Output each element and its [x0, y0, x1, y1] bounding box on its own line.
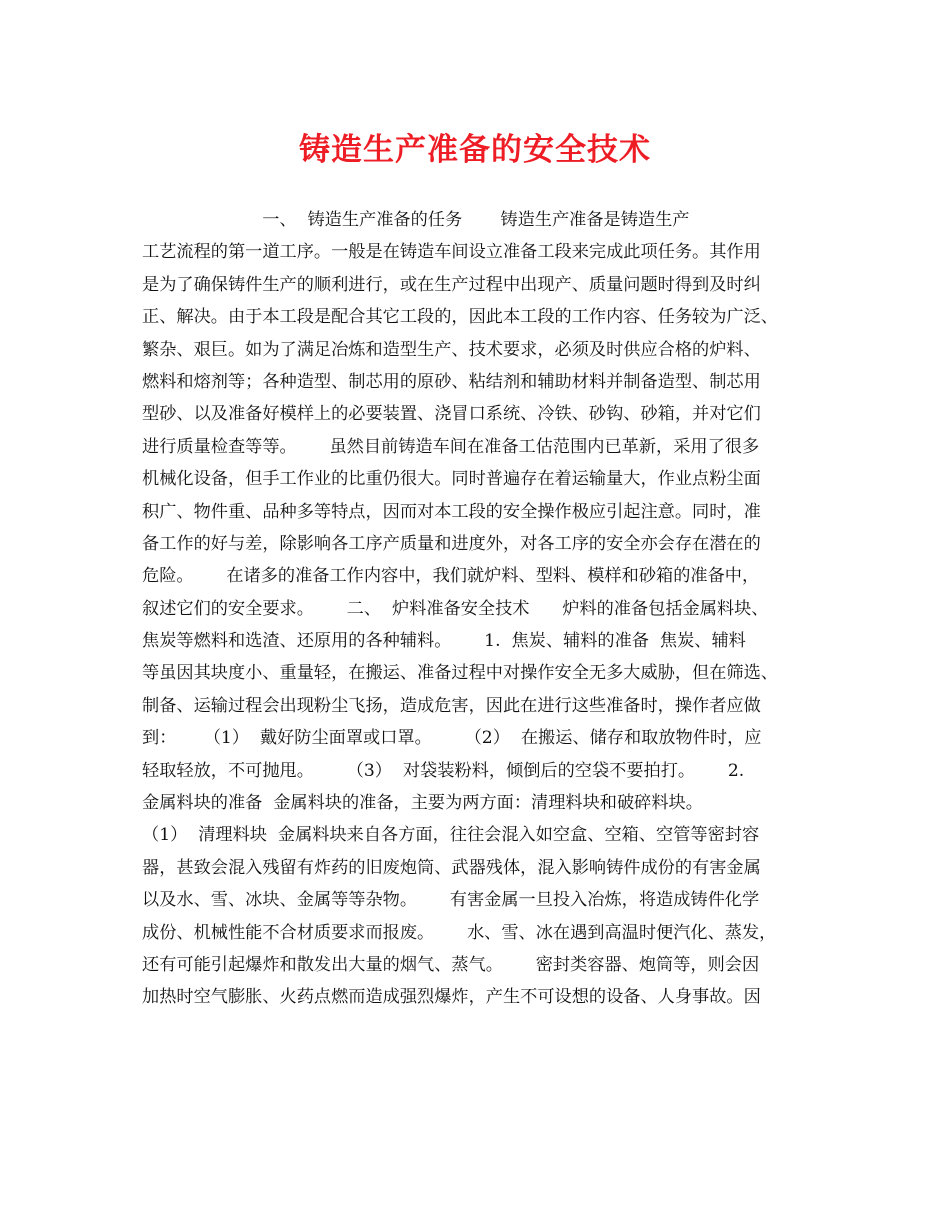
body-line: 叙述它们的安全要求。 二、 炉料准备安全技术 炉料的准备包括金属料块、 — [142, 598, 769, 619]
body-line: 进行质量检查等等。 虽然目前铸造车间在准备工估范围内已革新，采用了很多 — [142, 436, 760, 457]
body-line: 繁杂、艰巨。如为了满足冶炼和造型生产、技术要求，必须及时供应合格的炉料、 — [142, 339, 761, 360]
body-line: 型砂、以及准备好模样上的必要装置、浇冒口系统、冷铁、砂钩、砂箱，并对它们 — [142, 404, 761, 425]
body-line: 到： （1） 戴好防尘面罩或口罩。 （2） 在搬运、储存和取放物件时，应 — [142, 728, 762, 749]
body-line: 焦炭等燃料和选渣、还原用的各种辅料。 1. 焦炭、辅料的准备 焦炭、辅料 — [142, 631, 746, 652]
document-title: 铸造生产准备的安全技术 — [299, 132, 651, 168]
body-line: 正、解决。由于本工段是配合其它工段的，因此本工段的工作内容、任务较为广泛、 — [142, 307, 778, 328]
body-line: 加热时空气膨胀、火药点燃而造成强烈爆炸，产生不可设想的设备、人身事故。因 — [142, 987, 761, 1008]
body-line: 燃料和熔剂等；各种造型、制芯用的原砂、粘结剂和辅助材料并制备造型、制芯用 — [142, 371, 761, 392]
document-body — [142, 204, 832, 1014]
body-line: 以及水、雪、冰块、金属等等杂物。 有害金属一旦投入冶炼，将造成铸件化学 — [142, 890, 760, 911]
body-line: 轻取轻放，不可抛甩。 （3） 对袋装粉料，倾倒后的空袋不要拍打。 2. — [142, 760, 745, 781]
body-line: 还有可能引起爆炸和散发出大量的烟气、蒸气。 密封类容器、炮筒等，则会因 — [142, 954, 760, 975]
body-line: （1） 清理料块 金属料块来自各方面，往往会混入如空盒、空箱、空管等密封容 — [142, 825, 760, 846]
body-line: 制备、运输过程会出现粉尘飞扬，造成危害，因此在进行这些准备时，操作者应做 — [142, 695, 761, 716]
body-line: 积广、物件重、品种多等特点，因而对本工段的安全操作极应引起注意。同时，准 — [142, 501, 761, 522]
body-line: 金属料块的准备 金属料块的准备，主要为两方面：清理料块和破碎料块。 — [142, 793, 703, 814]
body-line: 等虽因其块度小、重量轻，在搬运、准备过程中对操作安全无多大威胁，但在筛选、 — [142, 663, 778, 684]
body-line: 成份、机械性能不合材质要求而报废。 水、雪、冰在遇到高温时便汽化、蒸发， — [142, 922, 777, 943]
body-line: 器，甚致会混入残留有炸药的旧废炮筒、武器残体，混入影响铸件成份的有害金属 — [142, 857, 761, 878]
body-line: 工艺流程的第一道工序。一般是在铸造车间设立准备工段来完成此项任务。其作用 — [142, 242, 761, 263]
body-line: 备工作的好与差，除影响各工序产质量和进度外，对各工序的安全亦会存在潜在的 — [142, 533, 761, 554]
body-line: 危险。 在诸多的准备工作内容中，我们就炉料、型料、模样和砂箱的准备中， — [142, 566, 760, 587]
body-line: 机械化设备，但手工作业的比重仍很大。同时普遍存在着运输量大，作业点粉尘面 — [142, 469, 761, 490]
body-line: 一、 铸造生产准备的任务 铸造生产准备是铸造生产 — [142, 210, 690, 230]
body-line: 是为了确保铸件生产的顺利进行，或在生产过程中出现产、质量问题时得到及时纠 — [142, 274, 761, 295]
